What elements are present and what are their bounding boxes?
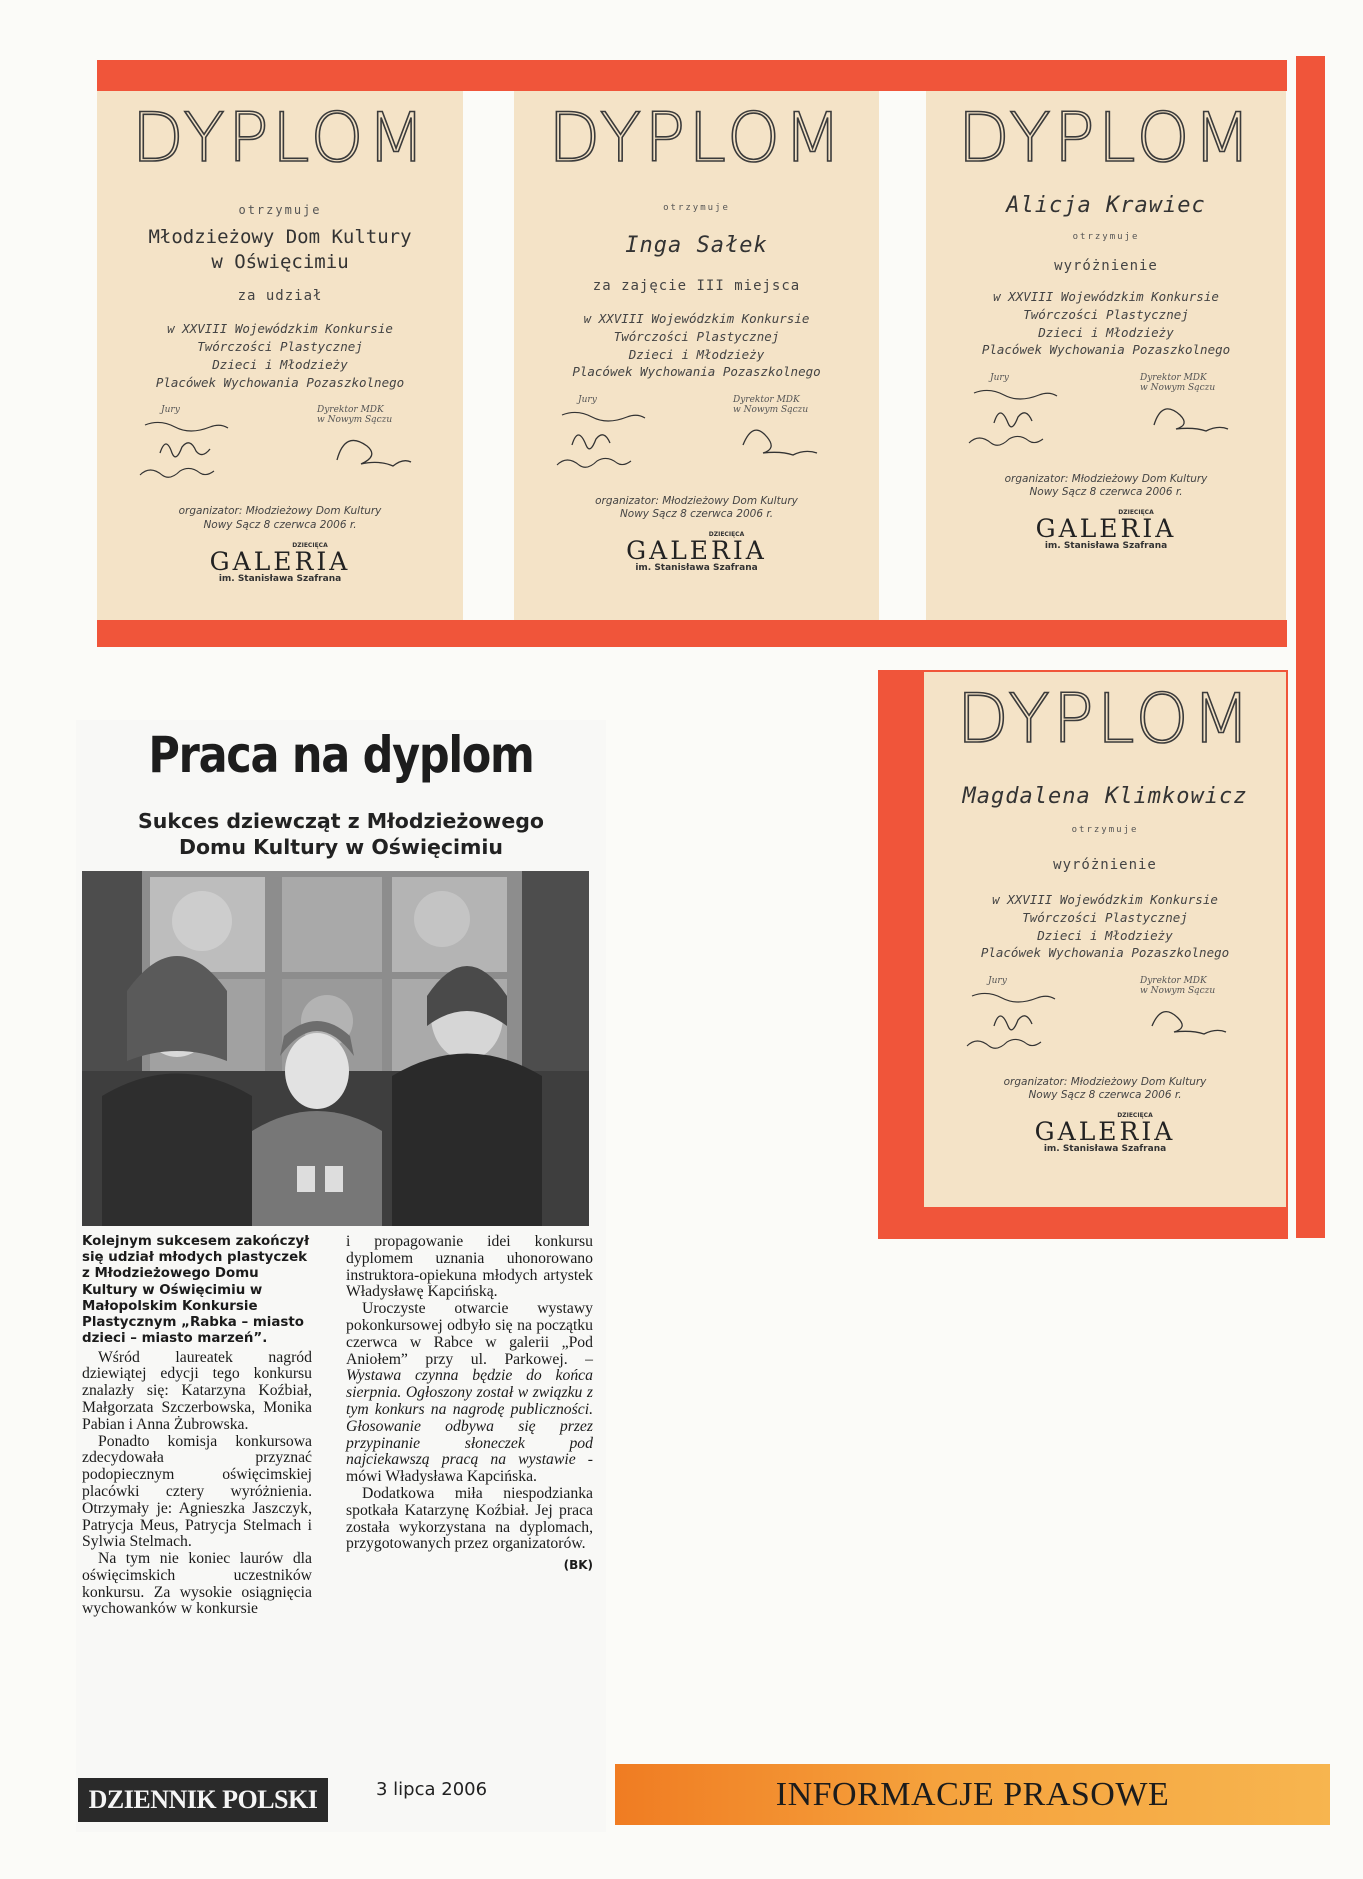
galeria-logo (97, 542, 463, 584)
article-paragraph-with-quote (346, 1301, 593, 1486)
article-paragraph: Wśród laureatek nagród dziewiątej edycji tego konkursu znalazły się: Katarzyna Koźbiał, Małgorzata Szczerbowska, Monika Pabian i Anna Żubrowska. (82, 1348, 312, 1433)
director-label-1: Dyrektor MDK (733, 395, 800, 405)
director-signature-scribble (733, 415, 843, 465)
diploma-recipient: Inga Sałek (625, 233, 768, 258)
galeria-logo-text: GALERIA (626, 536, 767, 566)
article-paragraph: Dodatkowa miła niespodzianka spotkała Katarzynę Koźbiał. Jej praca została wykorzystana na dyplomach, przygotowanych przez organizatorów. (346, 1484, 593, 1553)
jury-signature-scribbles (542, 405, 682, 475)
galeria-logo-top: DZIECIĘCA (292, 541, 328, 549)
director-signature (733, 395, 853, 469)
diploma-contest (97, 320, 463, 391)
article-date: 3 lipca 2006 (376, 1779, 488, 1800)
contest-line: Dzieci i Młodzieży (212, 356, 348, 372)
director-label-1: Dyrektor MDK (1140, 976, 1207, 986)
galeria-logo (514, 531, 879, 573)
article-signature: (BK) (563, 1558, 593, 1573)
article-paragraph: Na tym nie koniec laurów dla oświęcimskich uczestników konkursu. Za wysokie osiągnięcia wychowanków w konkursie (82, 1550, 312, 1618)
article-paragraph: i propagowanie idei konkursu dyplomem uznania uhonorowano instruktora-opiekuna młodych artystek Władysławę Kapcińską. (346, 1233, 593, 1301)
diploma-recipient: Magdalena Klimkowicz (962, 784, 1248, 809)
jury-signature-scribbles (954, 383, 1094, 453)
organizer-info (97, 505, 463, 531)
contest-line: Dzieci i Młodzieży (1037, 927, 1173, 943)
contest-line: Twórczości Plastycznej (1022, 909, 1188, 925)
organizer-line: Nowy Sącz 8 czerwca 2006 r. (203, 518, 357, 531)
diploma-contest (924, 891, 1286, 962)
diploma-receives: otrzymuje (1072, 232, 1140, 242)
director-signature-scribble (1140, 393, 1250, 443)
organizer-info (514, 495, 879, 521)
diploma-award: za zajęcie III miejsca (592, 278, 801, 294)
section-label: INFORMACJE PRASOWE (775, 1776, 1170, 1813)
signature-block (514, 395, 879, 485)
article-column-1 (82, 1234, 312, 1618)
organizer-line: Nowy Sącz 8 czerwca 2006 r. (1029, 486, 1183, 499)
signature-block (926, 373, 1286, 463)
organizer-line: Nowy Sącz 8 czerwca 2006 r. (619, 508, 774, 521)
diploma-contest (514, 310, 879, 381)
jury-signatures (125, 405, 265, 489)
jury-signatures (952, 976, 1092, 1060)
contest-line: Placówek Wychowania Pozaszkolnego (155, 374, 405, 390)
director-label-2: w Nowym Sączu (1140, 383, 1216, 393)
contest-line: Placówek Wychowania Pozaszkolnego (981, 342, 1231, 358)
director-signature (1140, 976, 1260, 1050)
photo-girls-with-artworks (82, 871, 589, 1226)
galeria-logo (924, 1112, 1286, 1154)
organizer-line: organizator: Młodzieżowy Dom Kultury (1004, 473, 1208, 485)
article-headline: Praca na dyplom (148, 726, 534, 784)
organizer-line: organizator: Młodzieżowy Dom Kultury (1003, 1076, 1207, 1088)
director-label-1: Dyrektor MDK (1140, 373, 1207, 383)
diploma-recipient-line-1: Młodzieżowy Dom Kultury (148, 226, 412, 248)
director-signature (317, 405, 437, 479)
galeria-logo-top: DZIECIĘCA (708, 531, 745, 539)
article-lead: Kolejnym sukcesem zakończył się udział młodych plastyczek z Młodzieżowego Domu Kultury w Oświęcimiu w Małopolskim Konkursie Plastycznym „Rabka – miasto dzieci – miasto marzeń”. (82, 1234, 310, 1347)
galeria-logo-text: GALERIA (1035, 514, 1177, 544)
masthead (78, 1778, 328, 1822)
newspaper-clipping (76, 720, 606, 1832)
jury-signature-scribbles (952, 986, 1092, 1056)
diploma-card-1 (97, 91, 463, 620)
diploma-title: DYPLOM (131, 99, 429, 178)
galeria-logo-top: DZIECIĘCA (1117, 1112, 1153, 1120)
right-frame-bar (1296, 56, 1325, 1238)
contest-line: Dzieci i Młodzieży (628, 346, 765, 362)
contest-line: Placówek Wychowania Pozaszkolnego (980, 945, 1230, 961)
diploma-recipient: Alicja Krawiec (1006, 193, 1206, 218)
director-signature (1140, 373, 1260, 447)
article-text: - mówi Władysława Kapcińska. (346, 1451, 593, 1486)
director-signature-scribble (1140, 996, 1250, 1046)
director-signature-scribble (317, 425, 427, 475)
director-label-1: Dyrektor MDK (317, 405, 384, 416)
diploma-card-3 (926, 91, 1286, 620)
diploma-award: za udział (237, 288, 323, 305)
organizer-info (926, 473, 1286, 499)
organizer-line: Nowy Sącz 8 czerwca 2006 r. (1028, 1089, 1182, 1102)
diploma-receives: otrzymuje (238, 203, 322, 217)
director-label-2: w Nowym Sączu (317, 415, 393, 426)
galeria-logo-text: GALERIA (209, 546, 351, 576)
contest-line: Twórczości Plastycznej (197, 339, 363, 355)
article-quote: Wystawa czynna będzie do końca sierpnia. Ogłoszony został w związku z tym konkurs na nagrodę publiczności. Głosowanie odbywa się przez przypinanie słoneczek pod najciekawszą pracą na wystawie (346, 1367, 593, 1469)
organizer-line: organizator: Młodzieżowy Dom Kultury (178, 505, 382, 518)
section-label-bar (615, 1764, 1330, 1825)
contest-line: Twórczości Plastycznej (613, 328, 780, 344)
subheadline-line: Sukces dziewcząt z Młodzieżowego (137, 809, 545, 833)
signature-block (924, 976, 1286, 1066)
diploma-receives: otrzymuje (663, 203, 730, 213)
diploma-contest (926, 288, 1286, 359)
masthead-text: DZIENNIK POLSKI (88, 1785, 318, 1814)
article-text: Uroczyste otwarcie wystawy pokonkursowej odbyło się na początku czerwca w Rabce w galerii „Pod Aniołem” przy ul. Parkowej. – (346, 1300, 593, 1368)
galeria-logo-sub: im. Stanisława Szafrana (1043, 1144, 1167, 1155)
diploma-title: DYPLOM (957, 99, 1255, 178)
jury-label: Jury (578, 395, 597, 405)
director-label-2: w Nowym Sączu (1140, 986, 1216, 996)
contest-line: w XXVIII Wojewódzkim Konkursie (167, 321, 393, 337)
organizer-info (924, 1076, 1286, 1102)
diploma-receives: otrzymuje (1071, 825, 1139, 835)
diploma-card-2 (514, 91, 879, 620)
contest-line: w XXVIII Wojewódzkim Konkursie (993, 289, 1219, 304)
galeria-logo-sub: im. Stanisława Szafrana (218, 573, 342, 584)
article-subheadline (76, 808, 606, 860)
jury-label: Jury (161, 405, 180, 416)
diploma-title: DYPLOM (956, 680, 1254, 759)
director-label-2: w Nowym Sączu (733, 405, 809, 415)
top-frame-bottom-bar (97, 620, 1287, 647)
contest-line: w XXVIII Wojewódzkim Konkursie (992, 892, 1218, 907)
signature-block (97, 405, 463, 495)
galeria-logo-sub: im. Stanisława Szafrana (1044, 541, 1168, 552)
jury-label: Jury (990, 373, 1009, 383)
diploma-award: wyróżnienie (1053, 857, 1157, 873)
galeria-logo-sub: im. Stanisława Szafrana (635, 563, 758, 574)
diploma-award: wyróżnienie (1054, 258, 1158, 274)
diploma-recipient-line-2: w Oświęcimiu (211, 250, 349, 273)
galeria-logo-text: GALERIA (1034, 1117, 1176, 1147)
top-frame-bar (97, 60, 1287, 91)
galeria-logo (926, 509, 1286, 551)
jury-signature-scribbles (125, 415, 265, 485)
article-paragraph: Ponadto komisja konkursowa zdecydowała przyznać podopiecznym oświęcimskiej placówki cztery wyróżnienia. Otrzymały je: Agnieszka Jaszczyk, Patrycja Meus, Patrycja Stelmach i Sylwia Stelmach. (82, 1432, 312, 1551)
organizer-line: organizator: Młodzieżowy Dom Kultury (595, 495, 798, 507)
contest-line: Dzieci i Młodzieży (1038, 324, 1174, 340)
contest-line: Twórczości Plastycznej (1023, 306, 1189, 322)
diploma-card-4 (924, 672, 1286, 1207)
galeria-logo-top: DZIECIĘCA (1118, 509, 1154, 517)
jury-label: Jury (988, 976, 1007, 986)
diploma-title: DYPLOM (548, 99, 845, 178)
contest-line: Placówek Wychowania Pozaszkolnego (572, 364, 821, 380)
contest-line: w XXVIII Wojewódzkim Konkursie (583, 311, 810, 326)
jury-signatures (954, 373, 1094, 457)
subheadline-line: Domu Kultury w Oświęcimiu (178, 835, 504, 860)
article-column-2 (346, 1234, 593, 1572)
jury-signatures (542, 395, 682, 479)
article-photo (82, 871, 589, 1226)
